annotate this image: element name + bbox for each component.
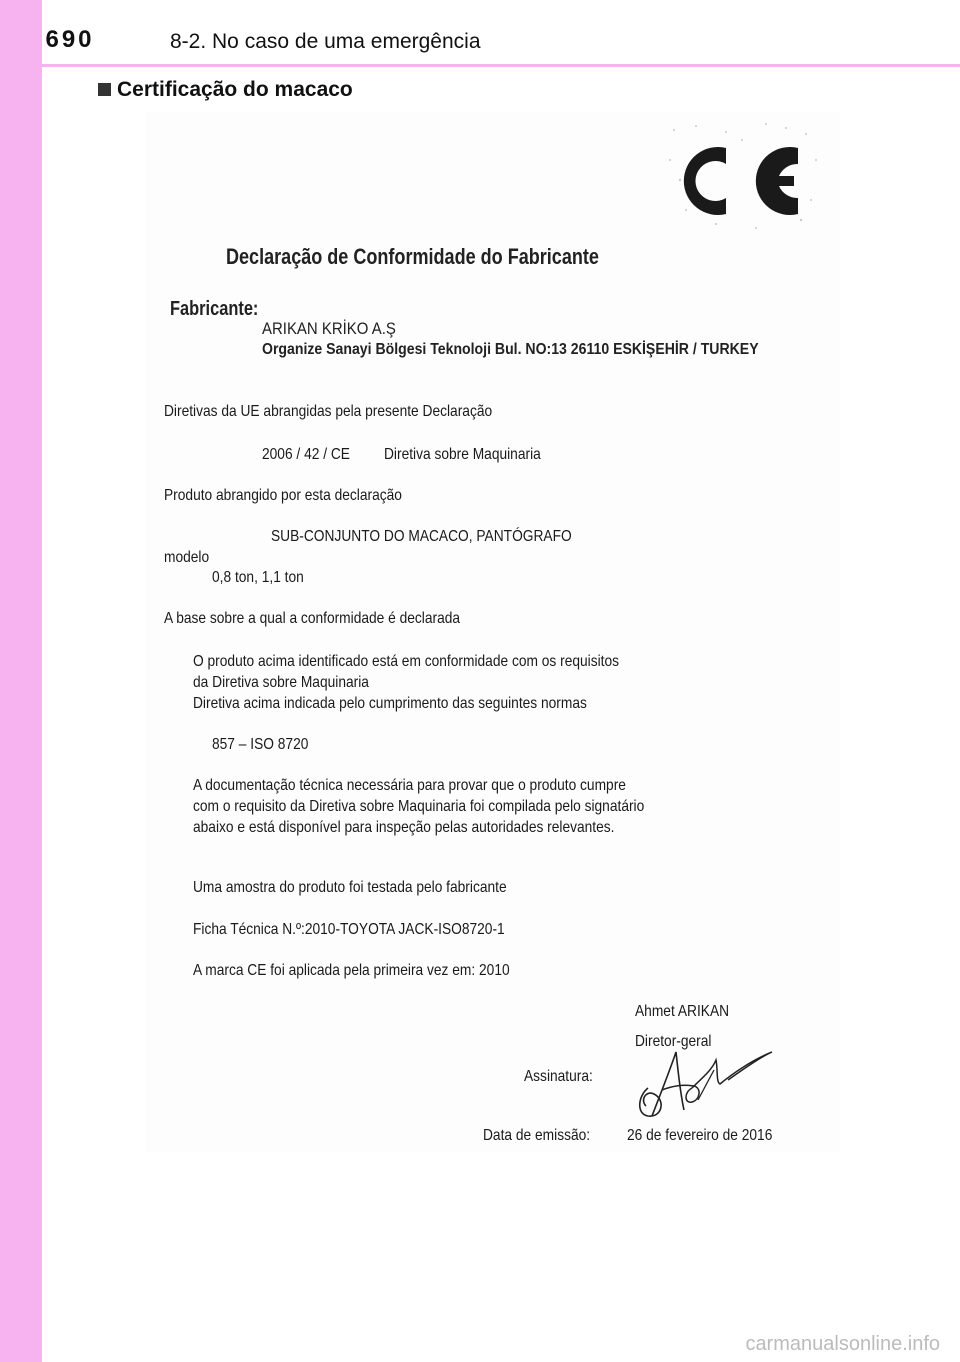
page-sidebar bbox=[0, 0, 42, 1362]
issue-date: 26 de fevereiro de 2016 bbox=[627, 1127, 773, 1144]
manufacturer-label: Fabricante: bbox=[170, 298, 259, 320]
ce-first-applied: A marca CE foi aplicada pela primeira vez em: 2010 bbox=[193, 962, 510, 979]
signatory-title: Diretor-geral bbox=[635, 1033, 712, 1050]
footer-watermark: carmanualsonline.info bbox=[745, 1333, 940, 1355]
handwritten-signature-icon bbox=[632, 1030, 777, 1122]
header-divider bbox=[42, 64, 960, 67]
signature-label: Assinatura: bbox=[524, 1068, 593, 1085]
basis-line: Diretiva acima indicada pelo cumprimento das seguintes normas bbox=[193, 695, 587, 712]
tech-line: A documentação técnica necessária para provar que o produto cumpre bbox=[193, 777, 626, 794]
model-label: modelo bbox=[164, 549, 210, 566]
basis-line: da Diretiva sobre Maquinaria bbox=[193, 674, 369, 691]
ce-mark-icon bbox=[666, 120, 820, 235]
directive-code: 2006 / 42 / CE bbox=[262, 446, 350, 463]
standard: 857 – ISO 8720 bbox=[212, 736, 309, 753]
square-bullet-icon bbox=[98, 83, 111, 96]
basis-label: A base sobre a qual a conformidade é declarada bbox=[164, 610, 461, 627]
basis-line: O produto acima identificado está em conformidade com os requisitos bbox=[193, 653, 620, 670]
signatory-name: Ahmet ARIKAN bbox=[635, 1003, 730, 1020]
product-name: SUB-CONJUNTO DO MACACO, PANTÓGRAFO bbox=[271, 528, 572, 545]
issue-date-label: Data de emissão: bbox=[483, 1127, 591, 1144]
page-number: 690 bbox=[45, 26, 95, 53]
manufacturer-name: ARIKAN KRİKO A.Ş bbox=[262, 319, 396, 338]
directives-label: Diretivas da UE abrangidas pela presente Declaração bbox=[164, 403, 493, 420]
tech-line: com o requisito da Diretiva sobre Maquinaria foi compilada pelo signatário bbox=[193, 798, 645, 815]
sample-tested: Uma amostra do produto foi testada pelo fabricante bbox=[193, 879, 507, 896]
directive-name: Diretiva sobre Maquinaria bbox=[384, 446, 541, 463]
document-title: Declaração de Conformidade do Fabricante bbox=[226, 244, 599, 269]
tech-line: abaixo e está disponível para inspeção pelas autoridades relevantes. bbox=[193, 819, 615, 836]
manufacturer-address: Organize Sanayi Bölgesi Teknoloji Bul. NO:13 26110 ESKİŞEHİR / TURKEY bbox=[262, 341, 759, 358]
page-heading bbox=[98, 78, 353, 102]
heading-text: Certificação do macaco bbox=[117, 78, 353, 101]
model-values: 0,8 ton, 1,1 ton bbox=[212, 569, 304, 586]
product-label: Produto abrangido por esta declaração bbox=[164, 487, 402, 504]
section-title: 8-2. No caso de uma emergência bbox=[170, 30, 481, 53]
tech-sheet: Ficha Técnica N.º:2010-TOYOTA JACK-ISO8720-1 bbox=[193, 921, 505, 938]
